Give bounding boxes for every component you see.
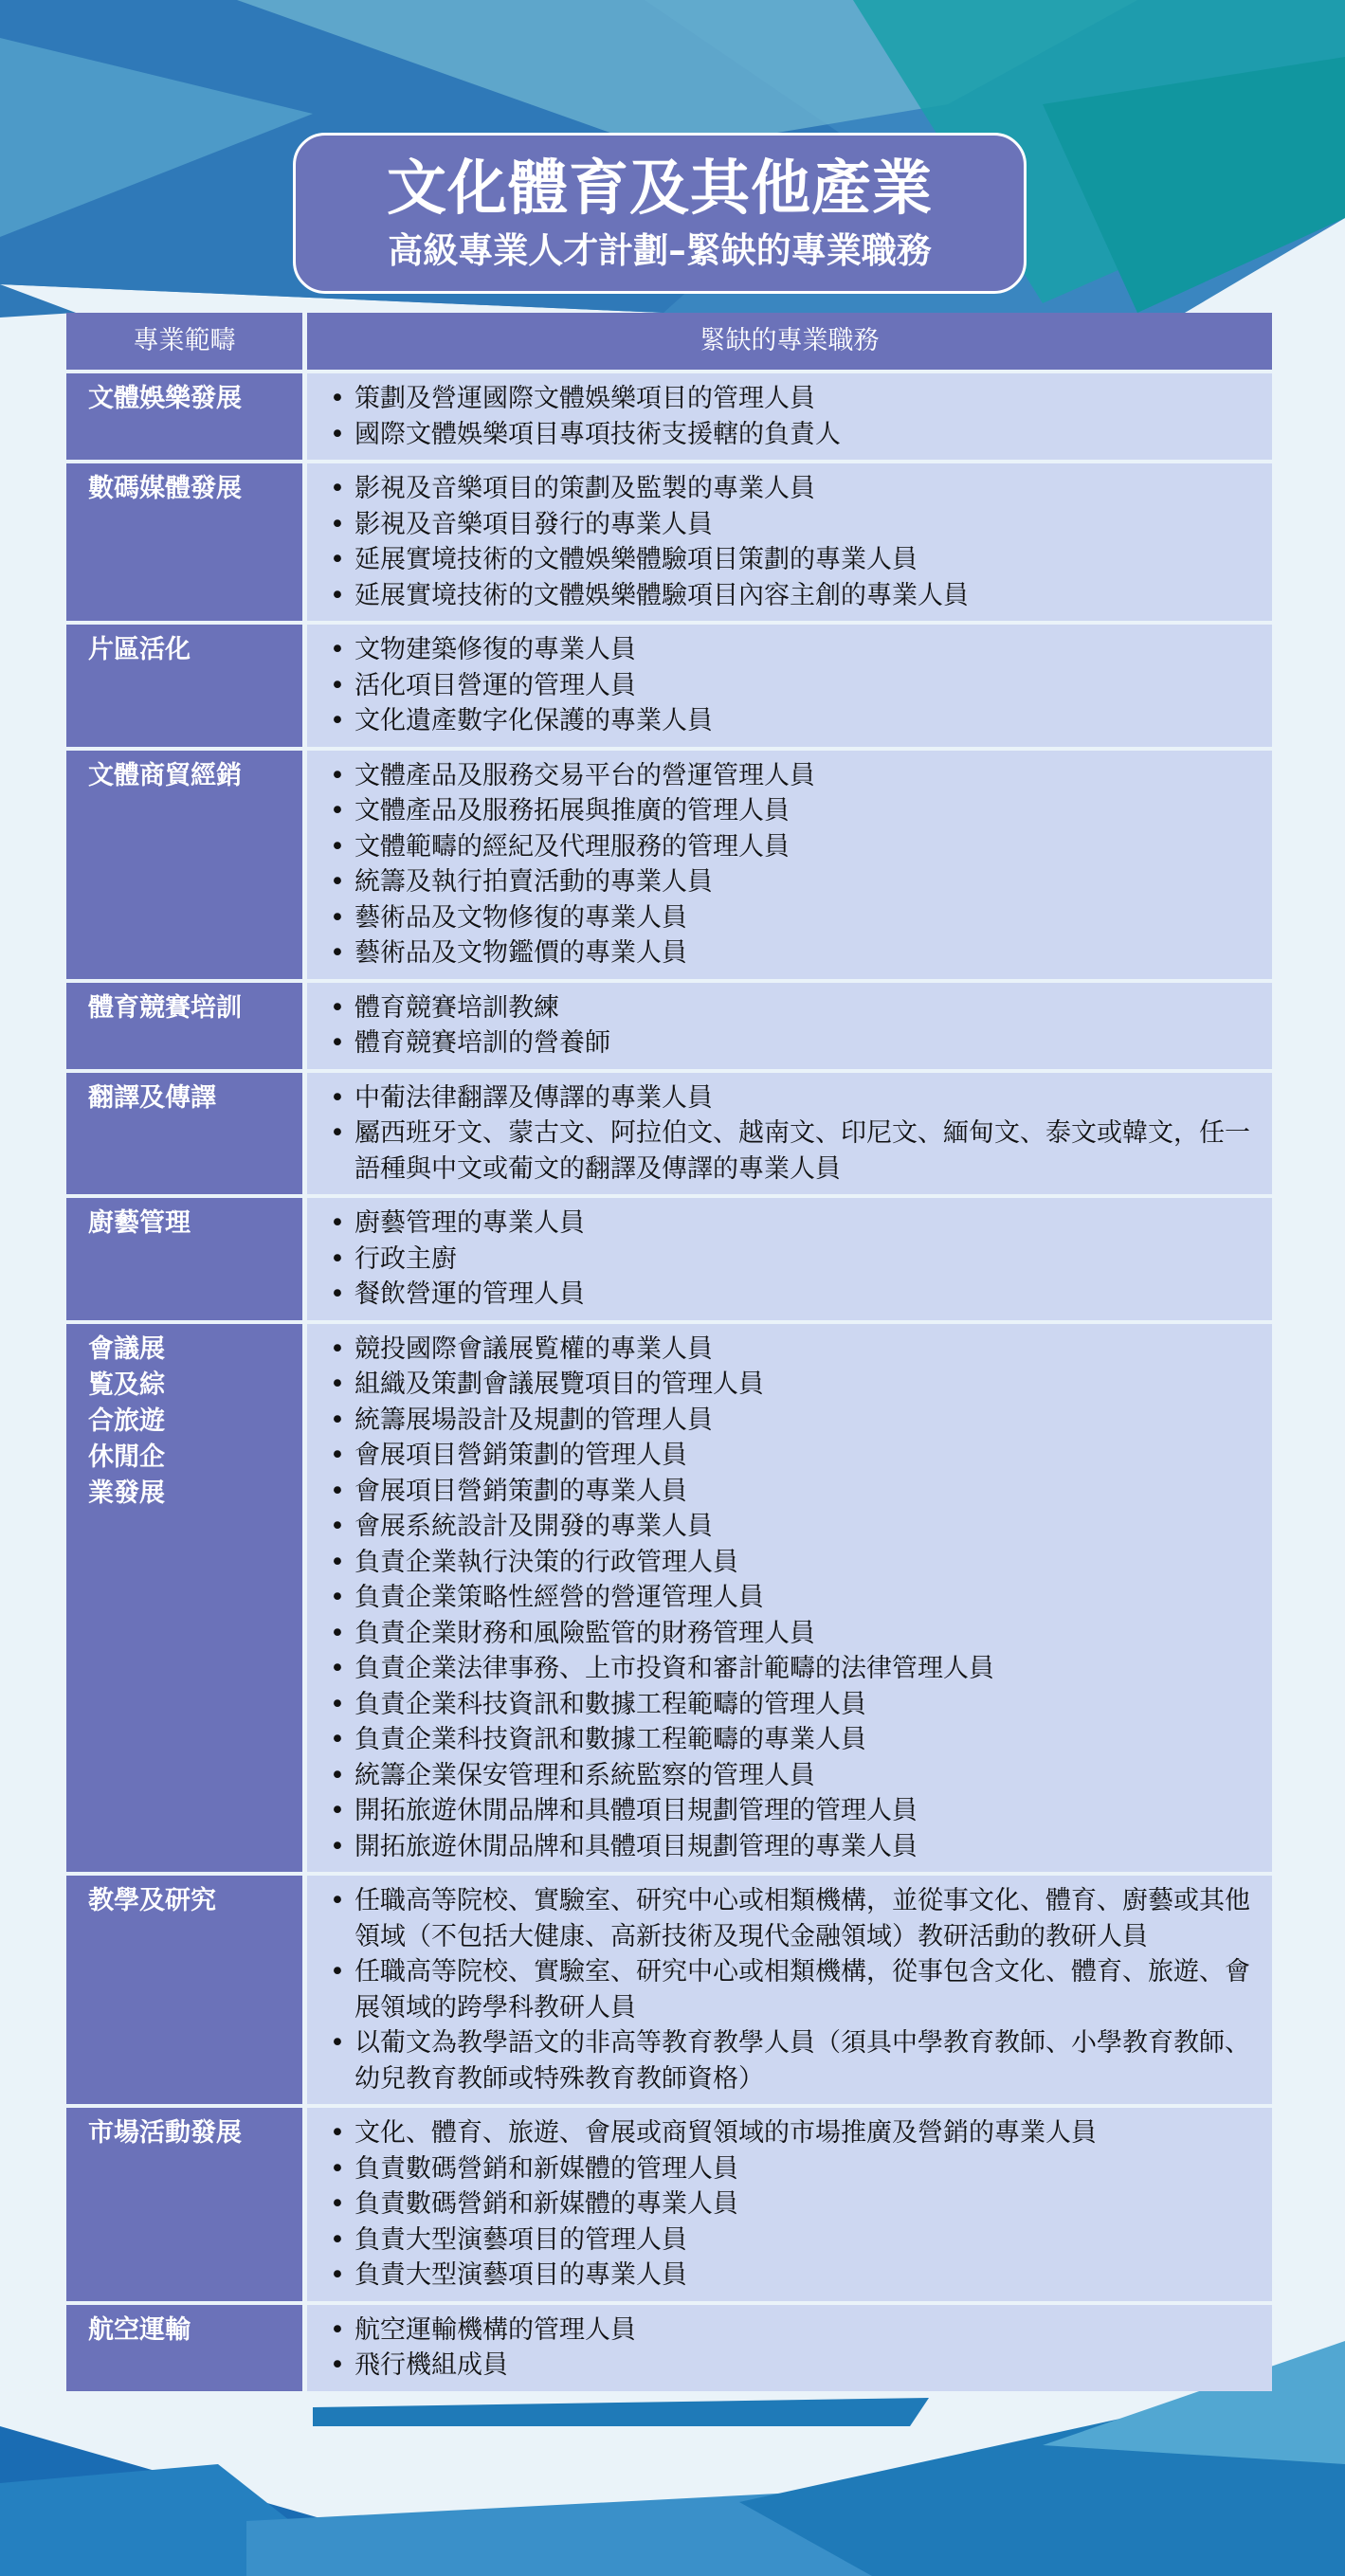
title-banner — [293, 133, 1027, 294]
job-item: • 以葡文為教學語文的非高等教育教學人員（須具中學教育教師、小學教育教師、幼兒教育教師或特殊教育教師資格） — [330, 2025, 1264, 2096]
jobs-cell — [307, 1876, 1272, 2104]
jobs-cell — [307, 751, 1272, 979]
job-list — [330, 632, 1264, 739]
category-cell: 文體娛樂發展 — [66, 373, 302, 460]
table-row — [66, 1876, 1272, 2104]
page-subtitle: 高級專業人才計劃–緊缺的專業職務 — [388, 230, 932, 271]
job-item: • 影視及音樂項目的策劃及監製的專業人員 — [330, 471, 1264, 507]
job-item: • 負責大型演藝項目的管理人員 — [330, 2222, 1264, 2259]
job-item: • 延展實境技術的文體娛樂體驗項目策劃的專業人員 — [330, 542, 1264, 578]
job-item: • 藝術品及文物鑑價的專業人員 — [330, 935, 1264, 971]
job-item: • 統籌企業保安管理和系統監察的管理人員 — [330, 1758, 1264, 1794]
job-item: • 任職高等院校、實驗室、研究中心或相類機構，從事包含文化、體育、旅遊、會展領域的跨學科教研人員 — [330, 1954, 1264, 2025]
job-item: • 活化項目營運的管理人員 — [330, 668, 1264, 704]
job-item: • 負責企業財務和風險監管的財務管理人員 — [330, 1616, 1264, 1652]
job-item: • 影視及音樂項目發行的專業人員 — [330, 507, 1264, 543]
header-category: 專業範疇 — [66, 313, 302, 370]
category-cell: 片區活化 — [66, 625, 302, 747]
job-item: • 文物建築修復的專業人員 — [330, 632, 1264, 668]
job-item: • 文體產品及服務拓展與推廣的管理人員 — [330, 793, 1264, 829]
table-row — [66, 463, 1272, 621]
job-item: • 廚藝管理的專業人員 — [330, 1206, 1264, 1242]
job-list — [330, 471, 1264, 613]
job-list — [330, 1206, 1264, 1313]
job-item: • 統籌展場設計及規劃的管理人員 — [330, 1403, 1264, 1439]
job-item: • 藝術品及文物修復的專業人員 — [330, 900, 1264, 936]
job-item: • 中葡法律翻譯及傳譯的專業人員 — [330, 1080, 1264, 1116]
job-item: • 負責企業法律事務、上市投資和審計範疇的法律管理人員 — [330, 1651, 1264, 1687]
job-item: • 會展項目營銷策劃的管理人員 — [330, 1438, 1264, 1474]
table-row — [66, 1073, 1272, 1195]
category-cell: 市場活動發展 — [66, 2108, 302, 2301]
job-item: • 文體產品及服務交易平台的營運管理人員 — [330, 758, 1264, 794]
category-cell: 航空運輸 — [66, 2305, 302, 2391]
job-item: • 延展實境技術的文體娛樂體驗項目內容主創的專業人員 — [330, 578, 1264, 614]
table-row — [66, 625, 1272, 747]
job-item: • 會展項目營銷策劃的專業人員 — [330, 1474, 1264, 1510]
jobs-cell — [307, 463, 1272, 621]
job-list — [330, 758, 1264, 971]
page-title: 文化體育及其他產業 — [387, 154, 933, 223]
job-item: • 體育競賽培訓教練 — [330, 990, 1264, 1026]
table-body — [66, 373, 1272, 2391]
category-cell: 會議展覧及綜合旅遊休閒企業發展 — [66, 1324, 302, 1873]
table-row — [66, 373, 1272, 460]
job-item: • 行政主廚 — [330, 1242, 1264, 1278]
job-item: • 任職高等院校、實驗室、研究中心或相類機構，並從事文化、體育、廚藝或其他領域（不包括大健康、高新技術及現代金融領域）教研活動的教研人員 — [330, 1883, 1264, 1954]
job-item: • 競投國際會議展覧權的專業人員 — [330, 1332, 1264, 1368]
job-item: • 航空運輸機構的管理人員 — [330, 2313, 1264, 2349]
jobs-cell — [307, 1073, 1272, 1195]
jobs-cell — [307, 2108, 1272, 2301]
job-item: • 負責企業科技資訊和數據工程範疇的管理人員 — [330, 1687, 1264, 1723]
job-item: • 文體範疇的經紀及代理服務的管理人員 — [330, 829, 1264, 865]
job-item: • 餐飲營運的管理人員 — [330, 1277, 1264, 1313]
jobs-cell — [307, 1324, 1272, 1873]
job-list — [330, 990, 1264, 1061]
jobs-cell — [307, 625, 1272, 747]
category-cell: 翻譯及傳譯 — [66, 1073, 302, 1195]
job-list — [330, 2115, 1264, 2294]
job-list — [330, 2313, 1264, 2384]
header-jobs: 緊缺的專業職務 — [307, 313, 1272, 370]
jobs-cell — [307, 2305, 1272, 2391]
job-item: • 國際文體娛樂項目專項技術支援轄的負責人 — [330, 417, 1264, 453]
occupations-table — [66, 313, 1272, 2395]
job-item: • 負責大型演藝項目的專業人員 — [330, 2258, 1264, 2294]
job-item: • 屬西班牙文、蒙古文、阿拉伯文、越南文、印尼文、緬甸文、泰文或韓文，任一語種與中文或葡文的翻譯及傳譯的專業人員 — [330, 1116, 1264, 1187]
table-row — [66, 2305, 1272, 2391]
table-row — [66, 751, 1272, 979]
table-row — [66, 983, 1272, 1069]
job-item: • 文化遺產數字化保護的專業人員 — [330, 703, 1264, 739]
job-list — [330, 1332, 1264, 1865]
category-cell: 文體商貿經銷 — [66, 751, 302, 979]
job-item: • 負責企業科技資訊和數據工程範疇的專業人員 — [330, 1722, 1264, 1758]
category-cell: 廚藝管理 — [66, 1198, 302, 1320]
jobs-cell — [307, 983, 1272, 1069]
job-item: • 組織及策劃會議展覽項目的管理人員 — [330, 1367, 1264, 1403]
job-item: • 飛行機組成員 — [330, 2348, 1264, 2384]
table-row — [66, 1198, 1272, 1320]
job-item: • 體育競賽培訓的營養師 — [330, 1025, 1264, 1061]
table-header-row — [66, 313, 1272, 370]
table-row — [66, 1324, 1272, 1873]
job-list — [330, 1883, 1264, 2096]
category-cell: 體育競賽培訓 — [66, 983, 302, 1069]
category-cell: 數碼媒體發展 — [66, 463, 302, 621]
job-item: • 開拓旅遊休閒品牌和具體項目規劃管理的管理人員 — [330, 1793, 1264, 1829]
job-item: • 策劃及營運國際文體娛樂項目的管理人員 — [330, 381, 1264, 417]
job-item: • 負責數碼營銷和新媒體的管理人員 — [330, 2151, 1264, 2187]
job-list — [330, 1080, 1264, 1188]
job-item: • 文化、體育、旅遊、會展或商貿領域的市場推廣及營銷的專業人員 — [330, 2115, 1264, 2151]
job-item: • 負責企業執行決策的行政管理人員 — [330, 1545, 1264, 1581]
jobs-cell — [307, 373, 1272, 460]
job-item: • 會展系統設計及開發的專業人員 — [330, 1509, 1264, 1545]
table-row — [66, 2108, 1272, 2301]
job-item: • 統籌及執行拍賣活動的專業人員 — [330, 864, 1264, 900]
job-list — [330, 381, 1264, 452]
job-item: • 負責企業策略性經營的營運管理人員 — [330, 1580, 1264, 1616]
category-cell: 教學及研究 — [66, 1876, 302, 2104]
job-item: • 負責數碼營銷和新媒體的專業人員 — [330, 2186, 1264, 2222]
jobs-cell — [307, 1198, 1272, 1320]
job-item: • 開拓旅遊休閒品牌和具體項目規劃管理的專業人員 — [330, 1829, 1264, 1865]
